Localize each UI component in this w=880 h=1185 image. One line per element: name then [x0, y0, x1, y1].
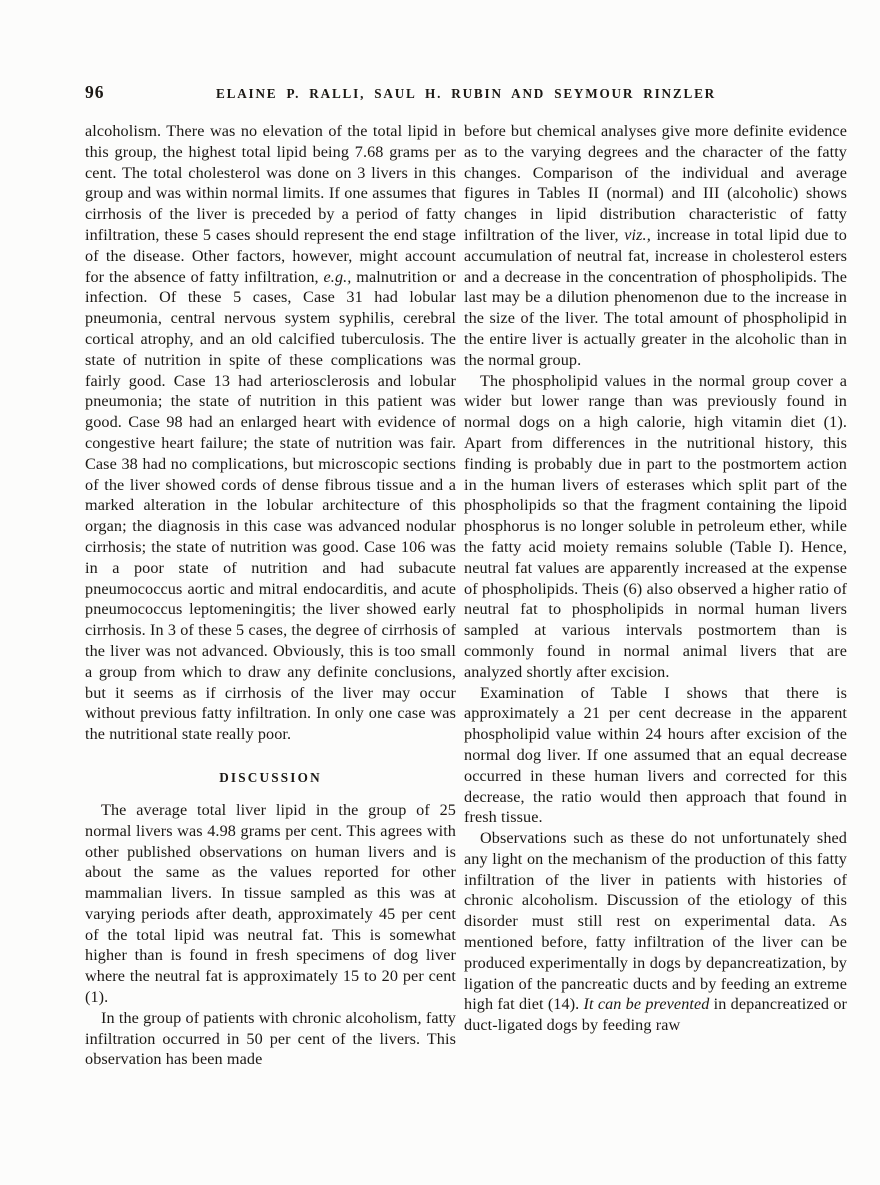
section-heading-discussion: DISCUSSION: [219, 769, 322, 785]
paragraph-right-table-one: Examination of Table I shows that there is approximately a 21 per cent decrease in the apparent phospholipid value within 24 hours after excision of the normal dog liver. If one assumed that an equal decrease occurred in these human livers and corrected for this decrease, the ratio would then approach that found in fresh tissue.: [464, 683, 847, 827]
page-number: 96: [85, 82, 105, 102]
paragraph-right-phospholipid: The phospholipid values in the normal group cover a wider but lower range than was previously found in normal dogs on a high calorie, high vitamin diet (1). Apart from differences in the nutritional history, this finding is probably due in part to the postmortem action in the human livers of esterases which split part of the phospholipids so that the fragment containing the lipoid phosphorus is no longer soluble in petroleum ether, while the fatty acid moiety remains soluble (Table I). Hence, neutral fat values are apparently increased at the expense of phospholipids. Theis (6) also observed a higher ratio of neutral fat to phospholipids in normal human livers sampled at various intervals postmortem than is commonly found in normal animal livers that are analyzed shortly after excision.: [464, 371, 847, 681]
paragraph-right-observations: Observations such as these do not unfortunately shed any light on the mechanism of the production of this fatty infiltration of the liver in patients with histories of chronic alcoholism. Discussion of the etiology of this disorder must still rest on experimental data. As mentioned before, fatty infiltration of the liver can be produced experimentally in dogs by depancreatization, by ligation of the pancreatic ducts and by feeding an extreme high fat diet (14). It can be prevented in depancreatized or duct-ligated dogs by feeding raw: [464, 829, 848, 1035]
paragraph-left-continuation: alcoholism. There was no elevation of the total lipid in this group, the highest total lipid being 7.68 grams per cent. The total cholesterol was done on 3 livers in this group and was within normal limits. If one assumes that cirrhosis of the liver is preceded by a period of fatty infiltration, these 5 cases should represent the end stage of the disease. Other factors, however, might account for the absence of fatty infiltration, e.g., malnutrition or infection. Of these 5 cases, Case 31 had lobular pneumonia, central nervous system syphilis, cerebral cortical atrophy, and an old calcified tuberculosis. The state of nutrition in spite of these complications was fairly good. Case 13 had arteriosclerosis and lobular pneumonia; the state of nutrition in this patient was good. Case 98 had an enlarged heart with evidence of congestive heart failure; the state of nutrition was fair. Case 38 had no complications, but microscopic sections of the liver showed cords of dense fibrous tissue and a marked alteration in the lobular architecture of this organ; the diagnosis in this case was advanced nodular cirrhosis; the state of nutrition was good. Case 106 was in a poor state of nutrition and had subacute pneumococcus aortic and mitral endocarditis, and acute pneumococcus leptomeningitis; the liver showed early cirrhosis. In 3 of these 5 cases, the degree of cirrhosis of the liver was not advanced. Obviously, this is too small a group from which to draw any definite conclusions, but it seems as if cirrhosis of the liver may occur without previous fatty infiltration. In only one case was the nutritional state really poor.: [85, 122, 456, 744]
paragraph-left-discussion-2: In the group of patients with chronic alcoholism, fatty infiltration occurred in 50 per cent of the livers. This observation has been made: [85, 1008, 456, 1069]
paragraph-left-discussion-1: The average total liver lipid in the group of 25 normal livers was 4.98 grams per cent. This agrees with other published observations on human livers and is about the same as the values reported for other mammalian livers. In tissue sampled as this was at varying periods after death, approximately 45 per cent of the total lipid was neutral fat. This is somewhat higher than is found in fresh specimens of dog liver where the neutral fat is approximately 15 to 20 per cent (1).: [85, 800, 456, 1007]
text-columns: [85, 121, 847, 1070]
paragraph-right-continuation: before but chemical analyses give more definite evidence as to the varying degrees and the character of the fatty changes. Comparison of the individual and average figures in Tables II (normal) and III (alcoholic) shows changes in lipid distribution characteristic of fatty infiltration of the liver, viz., increase in total lipid due to accumulation of neutral fat, increase in cholesterol esters and a decrease in the concentration of phospholipids. The last may be a dilution phenomenon due to the increase in the size of the liver. The total amount of phospholipid in the entire liver is actually greater in the alcoholic than in the normal group.: [464, 122, 847, 369]
running-head: ELAINE P. RALLI, SAUL H. RUBIN AND SEYMOUR RINZLER: [216, 86, 716, 101]
left-column: [85, 121, 456, 1070]
right-column: [464, 121, 847, 1070]
